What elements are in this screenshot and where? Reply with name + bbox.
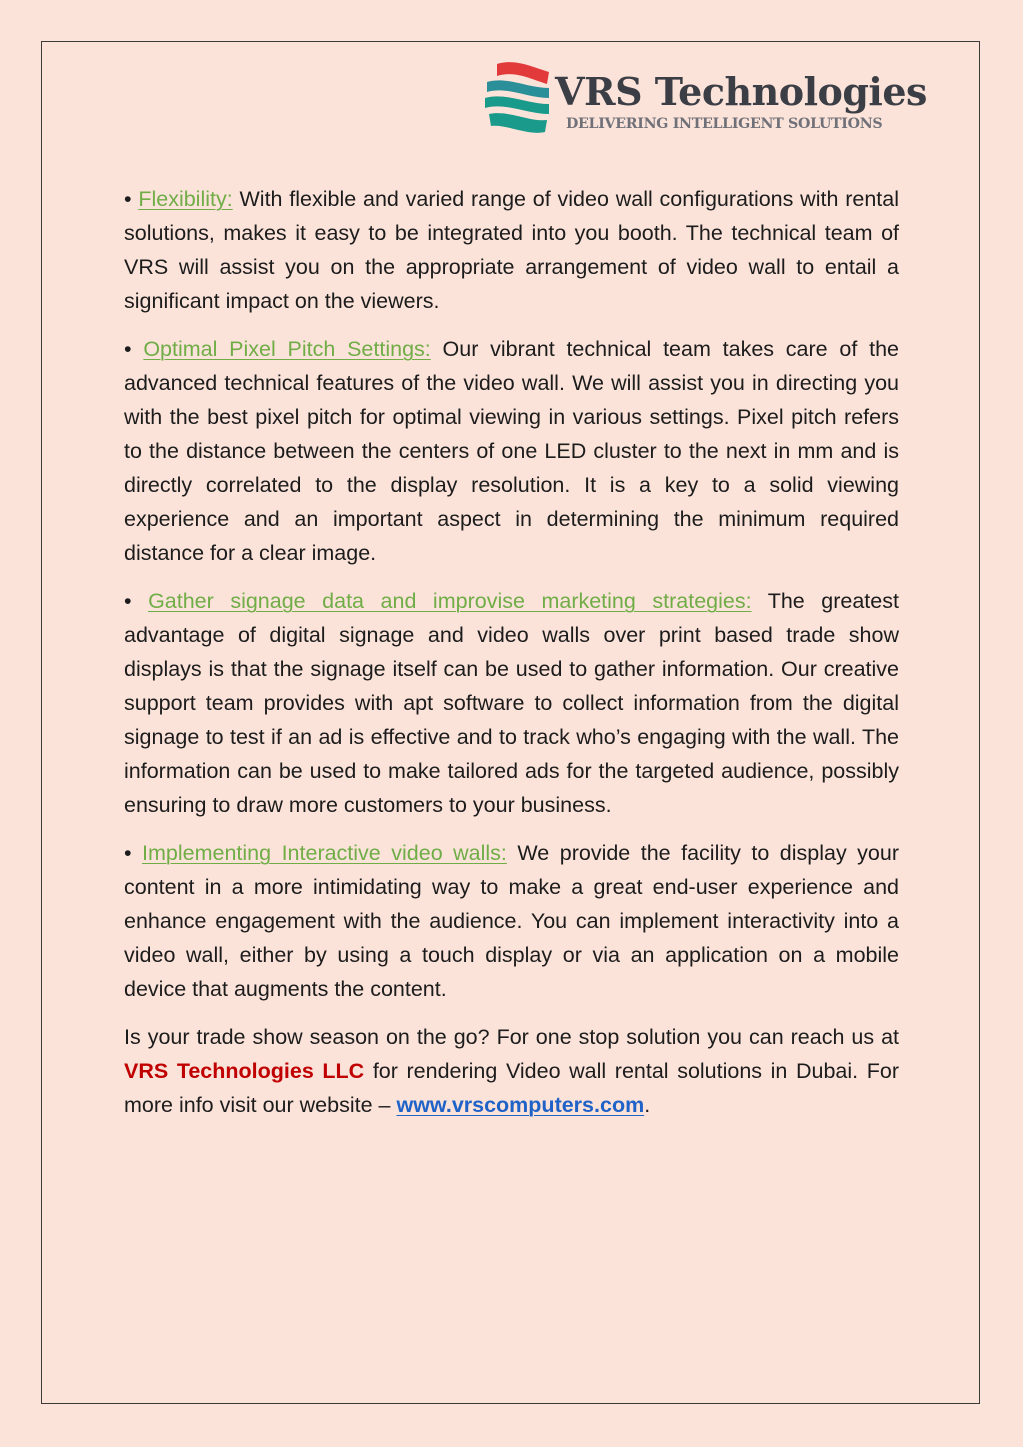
section-heading-link[interactable]: Optimal Pixel Pitch Settings: [143, 337, 431, 361]
section-body: The greatest advantage of digital signage and video walls over print based trade show displays is that the signage itself can be used to gather information. Our creative support team provides with apt software to collect information from the digital signage to test if an ad is effective and to track who’s engaging with the wall. The information can be used to make tailored ads for the targeted audience, possibly ensuring to draw more customers to your business. [124, 589, 899, 817]
section-heading-link[interactable]: Flexibility: [138, 187, 233, 211]
section-heading-link[interactable]: Gather signage data and improvise marketing strategies: [148, 589, 752, 613]
closing-text: Is your trade show season on the go? For one stop solution you can reach us at [124, 1025, 899, 1049]
section-pixel-pitch [124, 332, 899, 570]
closing-paragraph [124, 1020, 899, 1122]
section-body: Our vibrant technical team takes care of the advanced technical features of the video wall. We will assist you in directing you with the best pixel pitch for optimal viewing in various settings. Pixel pitch refers to the distance between the centers of one LED cluster to the next in mm and is directly correlated to the display resolution. It is a key to a solid viewing experience and an important aspect in determining the minimum required distance for a clear image. [124, 337, 899, 565]
section-interactive-walls [124, 836, 899, 1006]
brand-name: VRS Technologies LLC [124, 1059, 365, 1083]
closing-period: . [644, 1093, 651, 1117]
company-logo [483, 58, 927, 138]
vrs-logo-icon [483, 58, 553, 138]
section-heading-link[interactable]: Implementing Interactive video walls: [142, 841, 507, 865]
section-body: With flexible and varied range of video wall configurations with rental solutions, makes it easy to be integrated into you booth. The technical team of VRS will assist you on the appropriate arrangement of video wall to entail a significant impact on the viewers. [124, 187, 899, 313]
section-flexibility [124, 182, 899, 318]
section-body: We provide the facility to display your content in a more intimidating way to make a great end-user experience and enhance engagement with the audience. You can implement interactivity into a video wall, either by using a touch display or via an application on a mobile device that augments the content. [124, 841, 900, 1001]
document-body [124, 182, 899, 1136]
bullet: • [124, 589, 132, 613]
logo-tagline: DELIVERING INTELLIGENT SOLUTIONS [566, 116, 883, 132]
logo-company-name: VRS Technologies [555, 69, 927, 114]
website-link[interactable]: www.vrscomputers.com [396, 1093, 645, 1117]
bullet: • [124, 841, 132, 865]
closing-text: for rendering Video wall rental solutions in Dubai. For more info visit our website – [124, 1059, 899, 1117]
bullet: • [124, 337, 132, 361]
bullet: • [124, 187, 132, 211]
section-signage-data [124, 584, 899, 822]
